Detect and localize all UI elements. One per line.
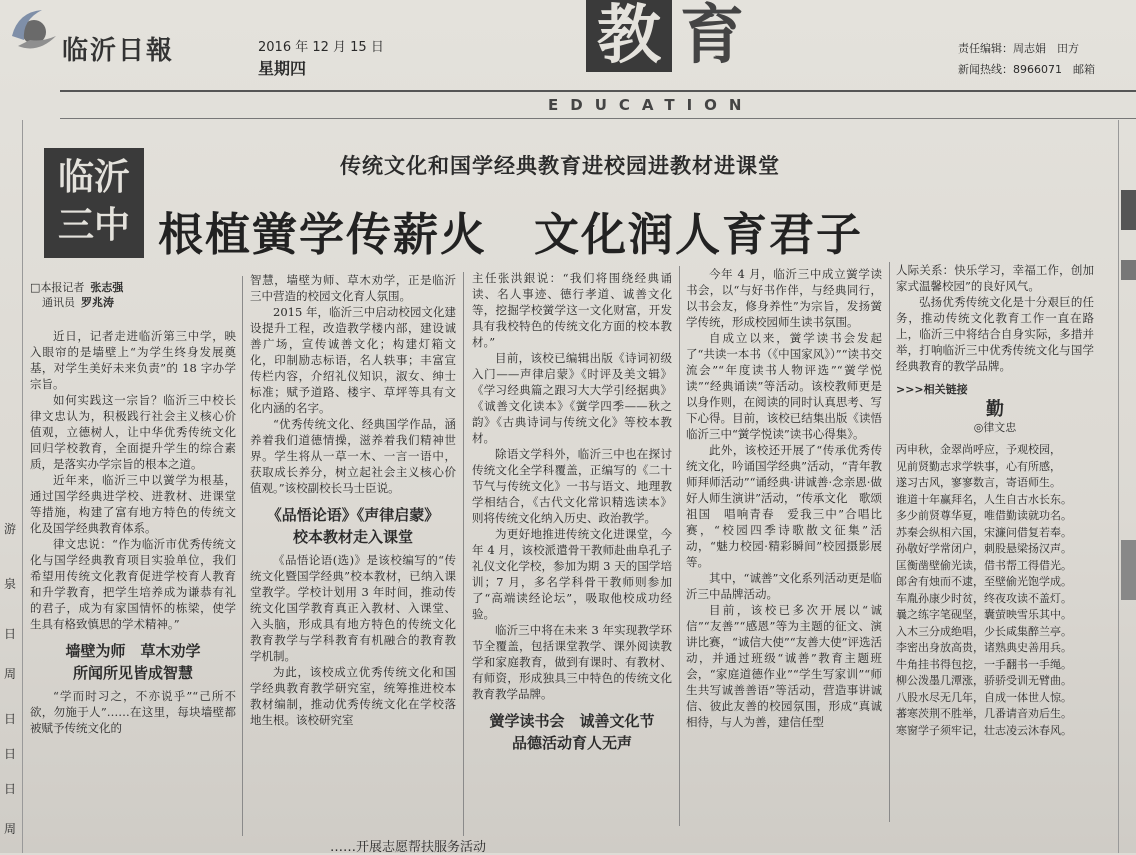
paragraph: 近年来，临沂三中以黉学为根基，通过国学经典进学校、进教材、进课堂等措施，构建了富有地方特色的传统文化及国学经典教育体系。	[30, 473, 236, 535]
edge-char: 日	[4, 782, 17, 796]
paragraph: 此外，该校还开展了“传承优秀传统文化，吟诵国学经典”活动，“青年教师拜师活动”“诵经典·讲诚善·念亲恩·做好人师生演讲”活动，“传承文化 歌颂祖国 唱响青春 爱我三中”合唱比赛，“校园四季诗歌散文征集”活动，“魅力校园·精彩瞬间”校园摄影展等。	[686, 443, 882, 569]
poem-line: 遂习古风，寥寥数言，寄语师生。	[896, 476, 1061, 489]
article-subheadline: 传统文化和国学经典教育进校园进教材进课堂	[340, 153, 780, 178]
poem-body	[896, 442, 1094, 739]
byline-correspondent-label: 通讯员	[42, 296, 75, 309]
masthead-rule-thin	[60, 118, 1136, 119]
poem-line: 李密出身放高贵，诸熟典史善用兵。	[896, 641, 1072, 654]
paragraph: 为更好地推进传统文化进课堂，今年 4 月，该校派遣骨干教师赴曲阜孔子礼仪文化学校，参加为期 3 天的国学培训；7 月，多名学科骨干教师则参加了“高端读经论坛”，吸取他校成功经验。	[472, 527, 672, 621]
section-subtitle-line2: 校本教材走入课堂	[292, 528, 413, 546]
edge-block	[1121, 260, 1136, 280]
section-subtitle-line1: 《品悟论语》《声律启蒙》	[266, 506, 440, 524]
paragraph: 目前，该校已编辑出版《诗词初级入门——声律启蒙》《时评及美文辑》《学习经典篇之跟习大大学引经据典》《诚善文化读本》《黉学四季——秋之韵》《古典诗词与传统文化》等校本教材。	[472, 351, 672, 445]
poem-author: ◎律文忠	[973, 421, 1017, 434]
school-name-line2: 三中	[57, 205, 130, 246]
poem-line: 车胤孙康少时贫，终夜攻读不盖灯。	[896, 591, 1072, 605]
edge-char: 日	[4, 712, 17, 726]
poem-line: 八股水尽无几年，自成一体世人惊。	[896, 690, 1072, 704]
section-subtitle-line1: 墙壁为师 草木劝学	[65, 642, 201, 660]
section-subtitle	[472, 710, 672, 754]
edge-char: 日	[4, 627, 17, 641]
paragraph: 临沂三中将在未来 3 年实现教学环节全覆盖，包括课堂教学、课外阅读教学和家庭教育，做到有课时、有教材、有师资，形成独具三中特色的传统文化教育教学品牌。	[472, 623, 672, 701]
paragraph: 律文忠说：“作为临沂市优秀传统文化与国学经典教育项目实验单位，我们希望用传统文化教育促进学校育人教育和升学教育，把学生培养成为谦恭有礼的君子，成为有家国情怀的栋梁，使学生具有格致慎思的学术精神。”	[30, 537, 236, 631]
byline	[30, 280, 236, 310]
paragraph: 人际关系：快乐学习，幸福工作，创加家式温馨校园”的良好风气。	[896, 263, 1094, 293]
poem-line: 曩之练字笔砚坚，囊萤映雪乐其中。	[896, 608, 1072, 621]
bottom-cut-headline: ……开展志愿帮扶服务活动	[330, 840, 487, 855]
poem-line: 郎舍有烛而不逮，至壁偷光饱学成。	[896, 575, 1072, 588]
related-link-heading: >>>相关链接	[896, 383, 968, 396]
byline-reporter: 张志强	[90, 281, 124, 294]
paragraph: 今年 4 月，临沂三中成立黉学读书会，以“与好书作伴，与经典同行，以书会友，修身养性”为宗旨，发扬黉学传统，形成校园师生读书氛围。	[686, 267, 882, 329]
edge-block	[1121, 540, 1136, 600]
section-subtitle-line2: 所闻所见皆成智慧	[72, 664, 193, 682]
issue-weekday: 星期四	[258, 59, 307, 78]
right-page-edge	[1118, 120, 1136, 853]
paragraph: “优秀传统文化、经典国学作品，涵养着我们道德情操，滋养着我们精神世界。学生将从一草一木、一言一语中，获取成长养分，树立起社会主义核心价值观。”该校副校长马士臣说。	[250, 417, 456, 495]
poem-line: 丙申秋，金翠尚呼应，予观校园，	[896, 443, 1061, 456]
paragraph: 除语文学科外，临沂三中也在探讨传统文化全学科覆盖，正编写的《二十节气与传统文化》一书与语文、地理教学相结合，《古代文化常识精选读本》则将传统文化纳入历史、政治教学。	[472, 447, 672, 525]
poem-line: 牛角挂书得包挖，一手翻书一手绳。	[896, 657, 1072, 671]
paragraph: 如何实践这一宗旨？临沂三中校长律文忠认为，积极践行社会主义核心价值观，立德树人，让中华优秀传统文化回归学校教育，全面提升学生的综合素质，是落实办学宗旨的根本之道。	[30, 393, 236, 471]
responsible-editor: 责任编辑：周志娟 田方	[958, 42, 1079, 55]
section-title-english: EDUCATION	[548, 96, 754, 114]
poem-line: 入木三分成绝唱，少长咸集醉兰亭。	[896, 624, 1072, 638]
poem-line: 苏秦会纵相六国，宋濂问借复若奉。	[896, 525, 1072, 539]
issue-date: 2016 年 12 月 15 日	[258, 40, 384, 55]
edge-block	[1121, 190, 1136, 230]
news-hotline: 新闻热线：8966071 邮箱	[958, 63, 1095, 76]
paragraph: 目前，该校已多次开展以“诚信”“友善”“感恩”等为主题的征文、演讲比赛，“诚信大使”“友善大使”评选活动，并通过班级“诚善”教育主题班会，“家庭道德作业”“学生写家训”“师生共写诚善善语”等活动，营造事讲诚信、彼此友善的校园氛围，形成“真诚相待，与人为善，建信任型	[686, 603, 882, 729]
column-divider	[242, 276, 243, 836]
section-subtitle	[30, 640, 236, 684]
section-subtitle-line1: 黉学读书会 诚善文化节	[489, 712, 655, 730]
paragraph: 《品悟论语(选)》是该校编写的“传统文化暨国学经典”校本教材，已纳入课堂教学。学校计划用 3 年时间，推动传统文化国学教育真正入教材、入课堂、入头脑，形成具有地方特色的传统文化教育教学与学科教育有机融合的教育教学机制。	[250, 553, 456, 663]
byline-correspondent: 罗兆涛	[81, 296, 114, 309]
poem-line: 蕃寒茨荆不胜举，几番请音劝后生。	[896, 707, 1072, 720]
school-name-line1: 临沂	[57, 157, 130, 198]
masthead-rule	[60, 90, 1136, 92]
paragraph: 自成立以来，黉学读书会发起了“共读一本书（《中国家风》）”“读书交流会”“年度读书人物评选”“黉学悦读”“经典诵读”等活动。该校教师更是以身作则，在阅读的同时认真思考、写下心得。目前，该校已结集出版《读悟临沂三中“黉学悦读”读书心得集》。	[686, 331, 882, 441]
poem-line: 匡衡凿壁偷光读，借书帮工得借光。	[896, 558, 1072, 572]
article-headline: 根植黉学传薪火 文化润人育君子	[158, 208, 864, 261]
poem-title: 勤	[986, 399, 1004, 420]
paragraph: 主任张洪銀说：“我们将围绕经典诵读、名人事迹、德行孝道、诚善文化等，挖掘学校黉学这一文化财富，开发具有我校特色的传统文化方面的校本教材。”	[472, 271, 672, 349]
poem-line: 多少前贤尊华夏，唯借勤读就功名。	[896, 509, 1072, 522]
section-title-char2: 育	[680, 0, 744, 73]
column-divider	[679, 266, 680, 826]
article-column-2	[250, 272, 456, 836]
section-subtitle	[250, 504, 456, 548]
edge-char: 周	[4, 667, 17, 681]
paragraph: “学而时习之，不亦说乎”“己所不欲，勿施于人”……在这里，每块墙壁都被赋予传统文化的	[30, 689, 236, 735]
poem-line: 谁道十年赢拜名，人生自古水长东。	[896, 492, 1072, 506]
paragraph: 2015 年，临沂三中启动校园文化建设提升工程，改造教学楼内部，建设诚善广场，宣传诚善文化；构建灯箱文化，印制励志标语，名人轶事；丰富宣传栏内容，介绍礼仪知识，淑女、绅士标准；赋予道路、楼宇、草坪等具有文化内涵的名字。	[250, 305, 456, 415]
section-subtitle-line2: 品德活动育人无声	[511, 734, 632, 752]
poem-line: 寒窗学子须牢记，壮志凌云沐春风。	[896, 723, 1072, 737]
left-page-edge	[0, 120, 23, 853]
edge-char: 游	[4, 522, 17, 536]
paragraph: 其中，“诚善”文化系列活动更是临沂三中品牌活动。	[686, 571, 882, 601]
paragraph: 智慧，墙壁为师、草木劝学，正是临沂三中营造的校园文化育人氛围。	[250, 273, 456, 303]
paragraph: 弘扬优秀传统文化是十分艰巨的任务，推动传统文化教育工作一直在路上，临沂三中将结合自身实际，多措并举，打响临沂三中优秀传统文化与国学经典教育的教学品牌。	[896, 295, 1094, 373]
poem-line: 柳公泼墨几潭涨，骄骄受训无臂曲。	[896, 674, 1072, 687]
section-title-char1: 教	[586, 0, 672, 72]
paragraph: 为此，该校成立优秀传统文化和国学经典教育教学研究室，统筹推进校本教材编制，推动优秀传统文化在学校落地生根。该校研究室	[250, 665, 456, 727]
edge-char: 日	[4, 747, 17, 761]
paper-name: 临沂日報	[62, 36, 175, 66]
newspaper-logo-icon	[8, 6, 60, 58]
column-divider	[889, 262, 890, 822]
byline-reporter-label: □本报记者	[30, 281, 85, 294]
poem-line: 见前贤勤志求学轶事，心有所感，	[896, 459, 1061, 473]
edge-char: 泉	[4, 577, 17, 591]
poem-line: 孙敬好学常闭户，刺股悬梁扬汉声。	[896, 542, 1072, 555]
article-column-1	[30, 280, 236, 836]
article-column-3	[472, 270, 672, 826]
article-column-4	[686, 266, 882, 826]
article-column-5	[896, 262, 1094, 822]
school-name-box	[44, 148, 144, 258]
edge-char: 周	[4, 822, 17, 836]
paragraph: 近日，记者走进临沂第三中学，映入眼帘的是墙壁上“为学生终身发展奠基，对学生美好未来负责”的 18 字办学宗旨。	[30, 329, 236, 391]
column-divider	[463, 272, 464, 836]
